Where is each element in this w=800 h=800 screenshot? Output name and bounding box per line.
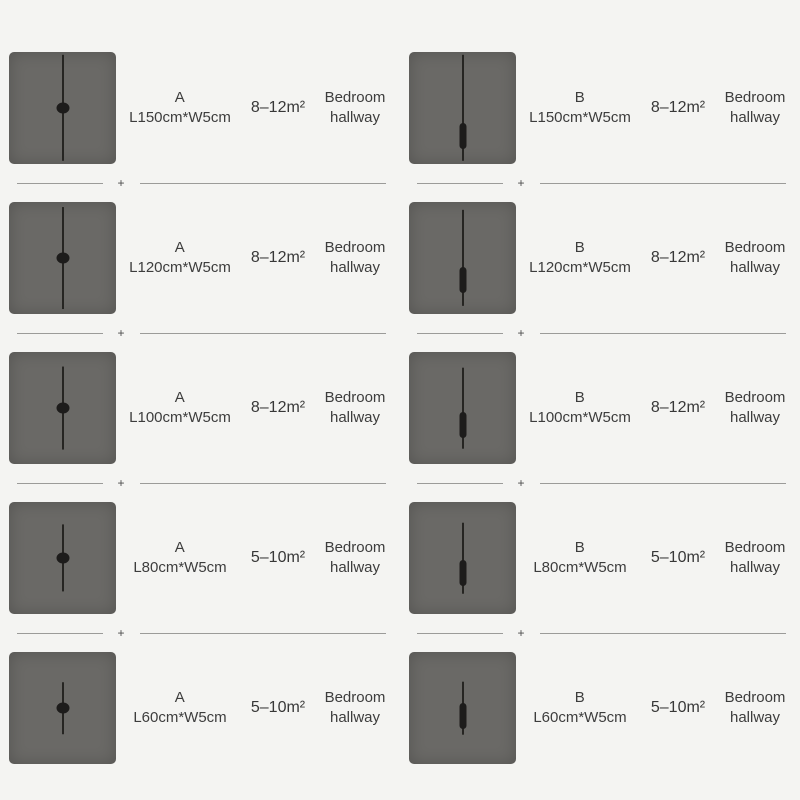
lamp-mount-graphic [459,412,466,438]
variant-label: B [574,89,586,106]
variant-and-size [110,538,250,578]
usage-label [713,388,797,428]
divider-line [417,183,503,184]
plus-icon: + [117,175,125,190]
lamp-thumbnail [409,652,516,764]
lamp-thumbnail [9,202,116,314]
product-row [0,52,800,164]
lamp-thumbnail [9,652,116,764]
variant-and-size [510,688,650,728]
usage-line2: hallway [729,109,781,126]
area-label: 8–12m² [250,99,306,116]
plus-icon: + [117,475,125,490]
area-label: 8–12m² [650,249,706,266]
usage-label [713,688,797,728]
size-label: L150cm*W5cm [529,109,631,126]
usage-line1: Bedroom [324,239,386,256]
product-spec-cell [0,652,400,764]
divider-right-column [400,614,800,652]
product-spec-cell [400,502,800,614]
row-divider [0,464,800,502]
area-label: 5–10m² [650,699,706,716]
usage-line1: Bedroom [324,689,386,706]
variant-and-size [510,88,650,128]
usage-line2: hallway [329,709,381,726]
divider-line [17,333,103,334]
usage-line1: Bedroom [324,89,386,106]
variant-and-size [510,538,650,578]
usage-line1: Bedroom [724,239,786,256]
divider-line [417,483,503,484]
plus-icon: + [517,325,525,340]
usage-line2: hallway [329,559,381,576]
usage-label [313,538,397,578]
plus-icon: + [517,175,525,190]
product-spec-cell [0,202,400,314]
area-label: 8–12m² [650,399,706,416]
product-spec-cell [0,352,400,464]
usage-label [313,88,397,128]
size-label: L80cm*W5cm [133,559,227,576]
usage-label [313,388,397,428]
product-row [0,352,800,464]
lamp-mount-graphic [459,123,466,149]
usage-label [313,238,397,278]
variant-label: A [174,539,186,556]
product-spec-cell [400,202,800,314]
usage-line2: hallway [329,409,381,426]
usage-label [713,238,797,278]
usage-label [713,538,797,578]
usage-line2: hallway [729,409,781,426]
usage-line1: Bedroom [724,689,786,706]
size-label: L120cm*W5cm [529,259,631,276]
usage-line1: Bedroom [324,389,386,406]
lamp-mount-graphic [56,403,69,414]
row-divider [0,614,800,652]
lamp-mount-graphic [459,267,466,293]
usage-line2: hallway [729,259,781,276]
divider-line [540,633,786,634]
lamp-thumbnail [409,202,516,314]
variant-and-size [110,238,250,278]
usage-label [313,688,397,728]
divider-line [417,633,503,634]
lamp-thumbnail [409,502,516,614]
size-label: L60cm*W5cm [533,709,627,726]
divider-line [140,633,386,634]
lamp-thumbnail [409,352,516,464]
variant-and-size [510,388,650,428]
size-label: L150cm*W5cm [129,109,231,126]
variant-label: B [574,539,586,556]
divider-right-column [400,314,800,352]
divider-line [17,483,103,484]
area-label: 5–10m² [250,699,306,716]
variant-label: A [174,239,186,256]
divider-line [540,183,786,184]
divider-line [417,333,503,334]
usage-line1: Bedroom [724,389,786,406]
usage-line2: hallway [329,259,381,276]
area-label: 8–12m² [650,99,706,116]
divider-left-column [0,314,400,352]
product-row [0,202,800,314]
product-spec-cell [400,352,800,464]
product-spec-cell [0,502,400,614]
variant-label: A [174,389,186,406]
row-divider [0,314,800,352]
divider-left-column [0,164,400,202]
area-label: 5–10m² [650,549,706,566]
variant-label: B [574,389,586,406]
lamp-thumbnail [9,352,116,464]
product-row [0,652,800,764]
size-label: L100cm*W5cm [529,409,631,426]
divider-line [17,633,103,634]
usage-line2: hallway [329,109,381,126]
usage-line2: hallway [729,709,781,726]
variant-and-size [110,88,250,128]
lamp-thumbnail [409,52,516,164]
usage-line2: hallway [729,559,781,576]
area-label: 8–12m² [250,249,306,266]
divider-line [140,483,386,484]
lamp-mount-graphic [56,553,69,564]
divider-left-column [0,464,400,502]
lamp-mount-graphic [56,253,69,264]
plus-icon: + [117,625,125,640]
lamp-mount-graphic [459,560,466,586]
variant-label: B [574,239,586,256]
product-spec-cell [0,52,400,164]
divider-line [540,483,786,484]
lamp-thumbnail [9,52,116,164]
divider-line [140,333,386,334]
variant-label: B [574,689,586,706]
usage-line1: Bedroom [724,89,786,106]
usage-line1: Bedroom [724,539,786,556]
product-row [0,502,800,614]
size-label: L100cm*W5cm [129,409,231,426]
area-label: 5–10m² [250,549,306,566]
divider-line [140,183,386,184]
variant-and-size [510,238,650,278]
size-label: L120cm*W5cm [129,259,231,276]
usage-line1: Bedroom [324,539,386,556]
divider-right-column [400,164,800,202]
variant-and-size [110,688,250,728]
variant-label: A [174,89,186,106]
lamp-mount-graphic [56,703,69,714]
variant-and-size [110,388,250,428]
product-spec-cell [400,52,800,164]
area-label: 8–12m² [250,399,306,416]
divider-left-column [0,614,400,652]
divider-line [540,333,786,334]
variant-label: A [174,689,186,706]
usage-label [713,88,797,128]
lamp-thumbnail [9,502,116,614]
plus-icon: + [517,625,525,640]
plus-icon: + [517,475,525,490]
product-spec-cell [400,652,800,764]
size-label: L80cm*W5cm [533,559,627,576]
lamp-mount-graphic [459,703,466,729]
divider-line [17,183,103,184]
divider-right-column [400,464,800,502]
row-divider [0,164,800,202]
plus-icon: + [117,325,125,340]
size-label: L60cm*W5cm [133,709,227,726]
lamp-mount-graphic [56,103,69,114]
